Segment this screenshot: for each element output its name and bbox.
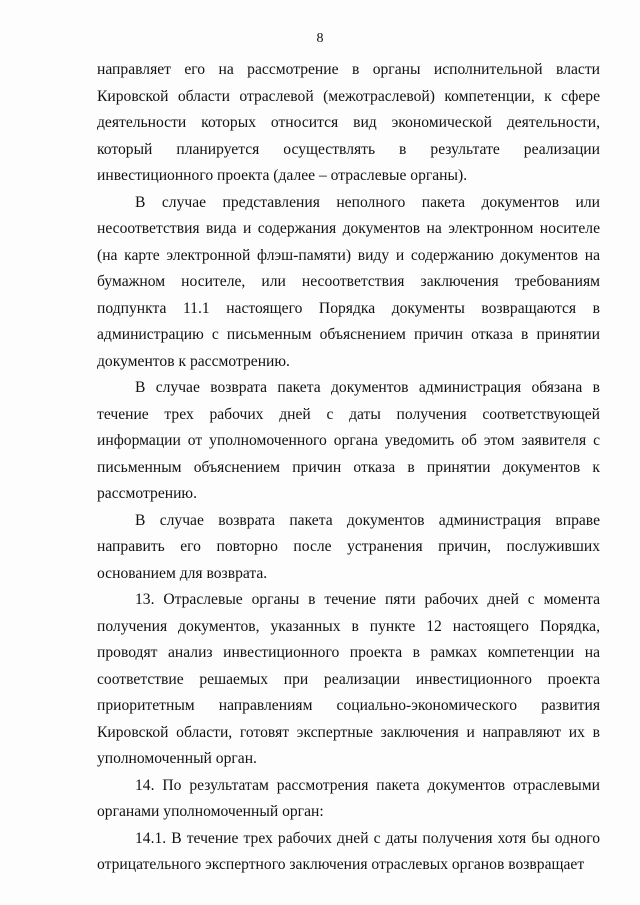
paragraph-return-obliged: В случае возврата пакета документов администрация обязана в течение трех рабочих дней с даты получения соответствующей информации от уполномоченного органа уведомить об этом заявителя с письменным объяснением причин отказа в принятии документов к рассмотрению. (97, 379, 600, 502)
document-body (97, 57, 600, 879)
paragraph-clause-14: 14. По результатам рассмотрения пакета документов отраслевыми органами уполномоченный орган: (97, 776, 600, 820)
page-number: 8 (316, 31, 324, 46)
paragraph-return-may: В случае возврата пакета документов администрация вправе направить его повторно после устранения причин, послуживших основанием для возврата. (97, 511, 600, 582)
paragraph-incomplete-package: В случае представления неполного пакета документов или несоответствия вида и содержания документов на электронном носителе (на карте электронной флэш-памяти) виду и содержанию документов на бумажном носителе, или несоответствия заключения требованиям подпункта 11.1 настоящего Порядка документы возвращаются в администрацию с письменным объяснением причин отказа в принятии документов к рассмотрению. (97, 193, 600, 370)
paragraph-intro: направляет его на рассмотрение в органы исполнительной власти Кировской области отраслевой (межотраслевой) компетенции, к сфере деятельности которых относится вид экономической деятельности, который планируется осуществлять в результате реализации инвестиционного проекта (далее – отраслевые органы). (97, 61, 600, 184)
paragraph-clause-14-1: 14.1. В течение трех рабочих дней с даты получения хотя бы одного отрицательного экспертного заключения отраслевых органов возвращает (97, 829, 600, 873)
paragraph-clause-13: 13. Отраслевые органы в течение пяти рабочих дней с момента получения документов, указанных в пункте 12 настоящего Порядка, проводят анализ инвестиционного проекта в рамках компетенции на соответствие решаемых при реализации инвестиционного проекта приоритетным направлениям социально-экономического развития Кировской области, готовят экспертные заключения и направляют их в уполномоченный орган. (97, 591, 600, 767)
